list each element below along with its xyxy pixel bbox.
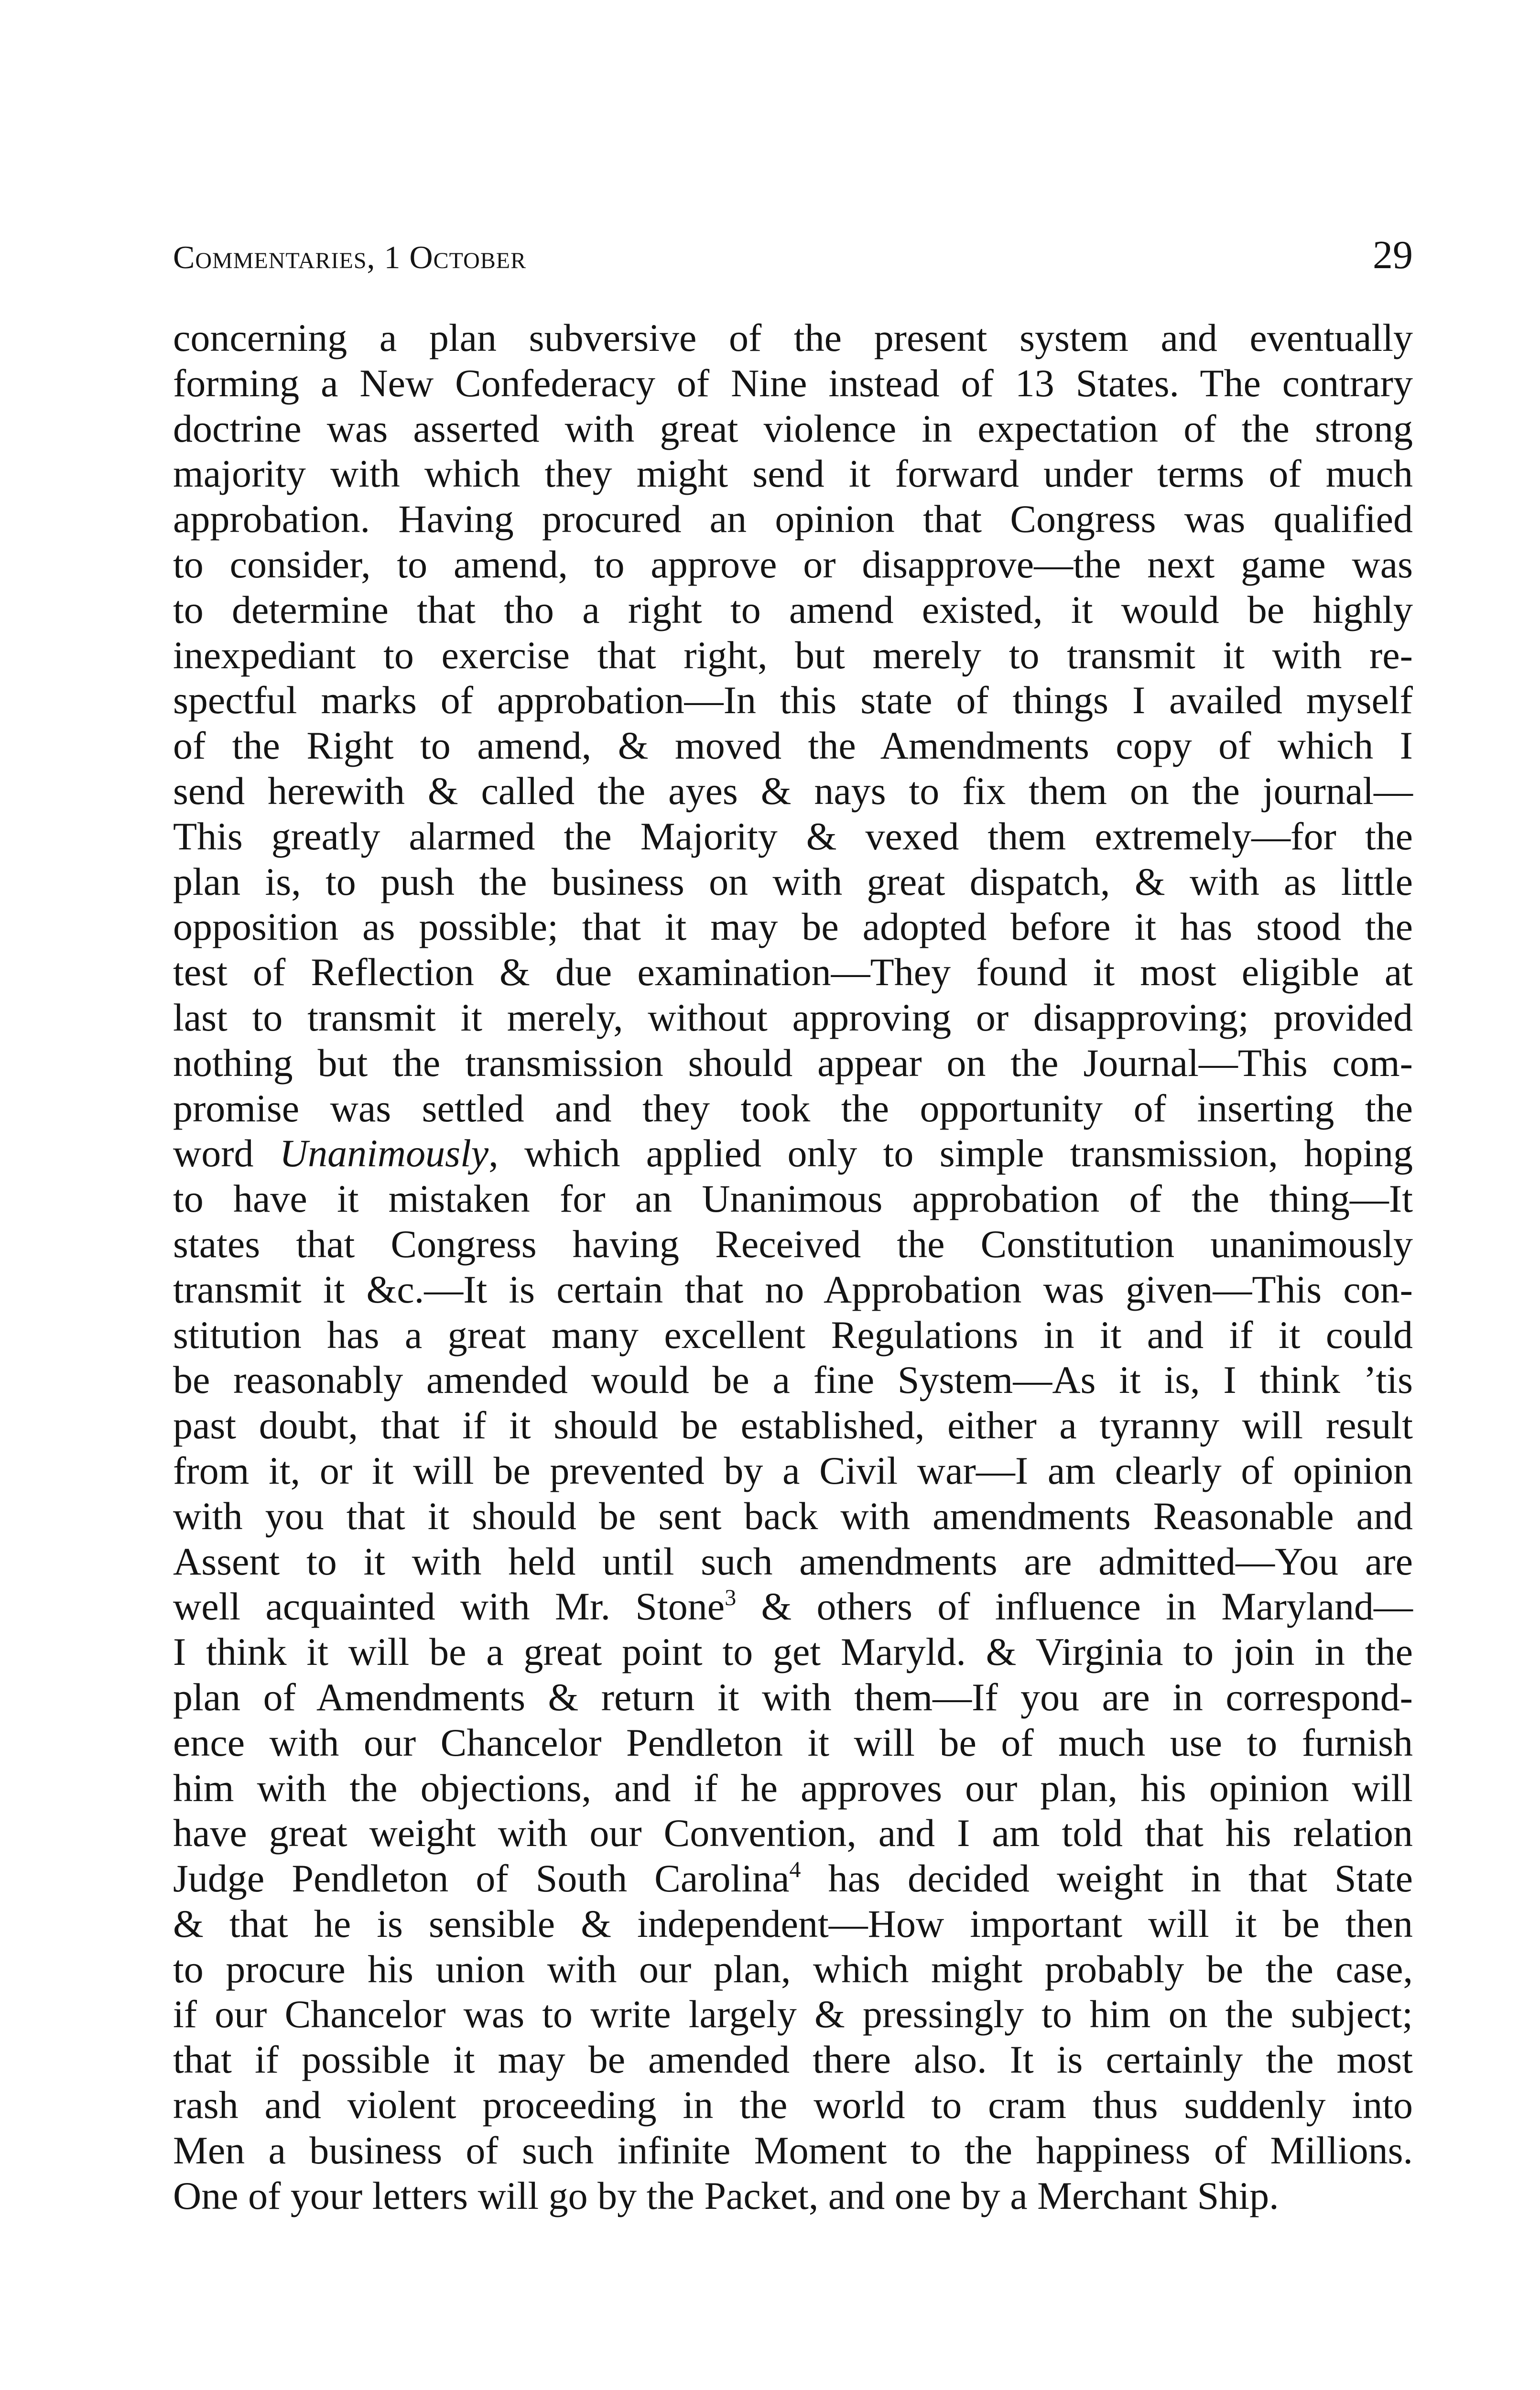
text-line: states that Congress having Received the Constitution unanimously xyxy=(173,1222,1413,1266)
text-line: to have it mistaken for an Unanimous approbation of the thing—It xyxy=(173,1177,1413,1221)
text-line: approbation. Having procured an opinion that Congress was qualified xyxy=(173,497,1413,541)
text-line: One of your letters will go by the Packet, and one by a Merchant Ship. xyxy=(173,2173,1279,2217)
text-line: doctrine was asserted with great violence in expectation of the strong xyxy=(173,406,1413,450)
text-run: word xyxy=(173,1131,280,1175)
text-line: past doubt, that if it should be established, either a tyranny will result xyxy=(173,1403,1413,1447)
text-line: have great weight with our Convention, and I am told that his relation xyxy=(173,1811,1413,1855)
text-run: , which applied only to simple transmission, hoping xyxy=(488,1131,1413,1175)
text-line: spectful marks of approbation—In this state of things I availed myself xyxy=(173,678,1413,722)
text-line: nothing but the transmission should appear on the Journal—This com- xyxy=(173,1041,1413,1085)
running-head xyxy=(173,232,1413,284)
text-line: from it, or it will be prevented by a Civil war—I am clearly of opinion xyxy=(173,1448,1413,1492)
text-line: rash and violent proceeding in the world to cram thus suddenly into xyxy=(173,2083,1413,2127)
text-line: that if possible it may be amended there also. It is certainly the most xyxy=(173,2038,1413,2082)
text-line: transmit it &c.—It is certain that no Approbation was given—This con- xyxy=(173,1267,1413,1311)
text-line: to determine that tho a right to amend existed, it would be highly xyxy=(173,587,1413,631)
text-line xyxy=(173,1131,1413,1176)
text-line: to procure his union with our plan, which might probably be the case, xyxy=(173,1947,1413,1991)
footnote-ref: 3 xyxy=(725,1585,737,1611)
body-text xyxy=(173,315,1413,2218)
text-line: stitution has a great many excellent Regulations in it and if it could xyxy=(173,1313,1413,1357)
text-line: him with the objections, and if he approves our plan, his opinion will xyxy=(173,1766,1413,1810)
text-line: with you that it should be sent back with amendments Reasonable and xyxy=(173,1494,1413,1538)
text-line: be reasonably amended would be a fine System—As it is, I think ’tis xyxy=(173,1358,1413,1402)
text-line: & that he is sensible & independent—How important will it be then xyxy=(173,1901,1413,1945)
italic-word: Unanimously xyxy=(279,1131,489,1175)
running-head-title: Commentaries, 1 October xyxy=(173,239,527,275)
text-line: forming a New Confederacy of Nine instead of 13 States. The contrary xyxy=(173,361,1413,405)
text-line: inexpediant to exercise that right, but merely to transmit it with re- xyxy=(173,633,1413,677)
text-line: if our Chancelor was to write largely & pressingly to him on the subject; xyxy=(173,1992,1413,2036)
text-line: test of Reflection & due examination—They found it most eligible at xyxy=(173,950,1413,994)
text-line: send herewith & called the ayes & nays to fix them on the journal— xyxy=(173,769,1413,813)
text-line: opposition as possible; that it may be adopted before it has stood the xyxy=(173,905,1413,949)
text-line: plan of Amendments & return it with them—If you are in correspond- xyxy=(173,1675,1413,1719)
text-line: majority with which they might send it forward under terms of much xyxy=(173,452,1413,496)
text-line: ence with our Chancelor Pendleton it will be of much use to furnish xyxy=(173,1720,1413,1764)
text-line xyxy=(173,1856,1413,1901)
text-line: promise was settled and they took the opportunity of inserting the xyxy=(173,1086,1413,1130)
text-line: Assent to it with held until such amendments are admitted—You are xyxy=(173,1539,1413,1583)
text-line: to consider, to amend, to approve or disapprove—the next game was xyxy=(173,542,1413,586)
text-line: last to transmit it merely, without approving or disapproving; provided xyxy=(173,995,1413,1039)
text-line: Men a business of such infinite Moment to the happiness of Millions. xyxy=(173,2128,1413,2172)
page-number: 29 xyxy=(1373,233,1413,277)
text-line: This greatly alarmed the Majority & vexed them extremely—for the xyxy=(173,814,1413,858)
text-line: I think it will be a great point to get Maryld. & Virginia to join in the xyxy=(173,1630,1413,1674)
text-line: of the Right to amend, & moved the Amendments copy of which I xyxy=(173,724,1413,768)
text-line xyxy=(173,1584,1413,1630)
text-run: has decided weight in that State xyxy=(801,1857,1413,1901)
text-run: & others of influence in Maryland— xyxy=(736,1585,1413,1629)
text-run: Judge Pendleton of South Carolina xyxy=(173,1857,790,1901)
footnote-ref: 4 xyxy=(789,1857,801,1883)
text-line: concerning a plan subversive of the present system and eventually xyxy=(173,316,1413,359)
text-run: well acquainted with Mr. Stone xyxy=(173,1585,725,1629)
text-line: plan is, to push the business on with great dispatch, & with as little xyxy=(173,859,1413,903)
